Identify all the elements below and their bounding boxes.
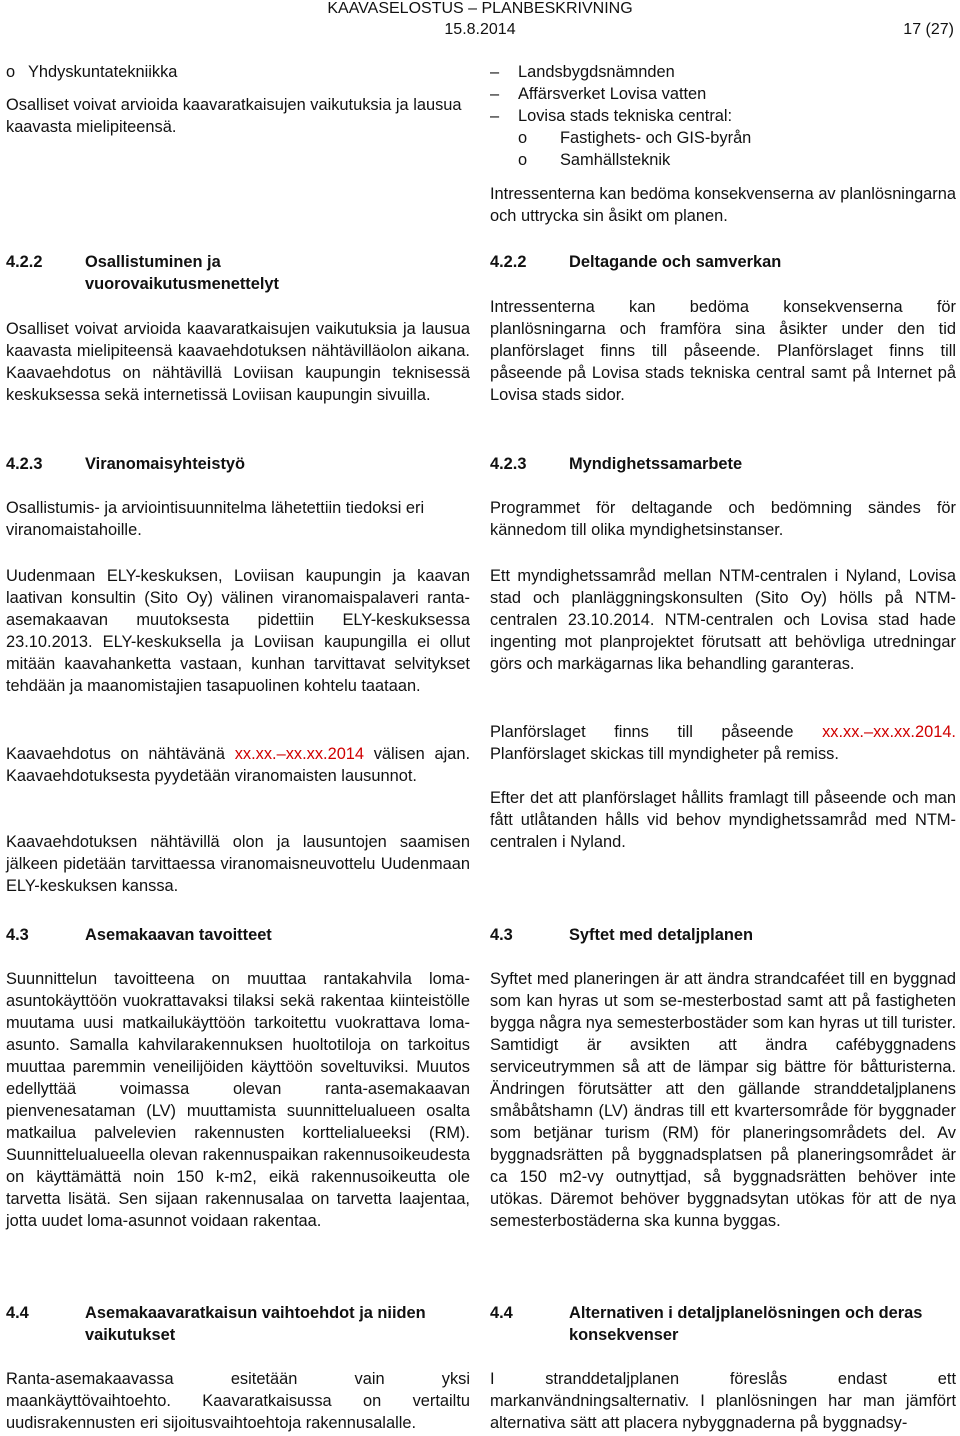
sub-list-item: [490, 127, 956, 149]
paragraph: Osallistumis- ja arviointisuunnitelma lähetettiin tiedoksi eri viranomaistahoille.: [6, 499, 425, 539]
document-date: 15.8.2014: [444, 21, 516, 38]
section-title: Deltagande och samverkan: [569, 253, 782, 271]
placeholder-dates: xx.xx.–xx.xx.2014: [234, 745, 365, 763]
section-title: Myndighetssamarbete: [569, 455, 743, 473]
section-number: 4.4: [6, 1304, 29, 1322]
list-item-text: Landsbygdsnämnden: [518, 63, 675, 81]
paragraph: Osalliset voivat arvioida kaavaratkaisujen vaikutuksia ja lausua kaavasta mielipiteensä.: [6, 96, 462, 136]
sv-section-4-2-2-heading: [490, 251, 956, 273]
paragraph: Programmet för deltagande och bedömning sändes för kännedom till olika myndighetsinstanser.: [490, 499, 956, 539]
text-run: Planförslaget finns till påseende: [490, 723, 823, 741]
bullet-marker: o: [6, 63, 16, 81]
sv-section-4-4-body: [490, 1368, 956, 1434]
section-number: 4.2.2: [490, 253, 527, 271]
paragraph: Kaavaehdotuksen nähtävillä olon ja lausuntojen saamisen jälkeen pidetään tarvittaessa viranomaisneuvottelu Uudenmaan ELY-keskuksen kanssa.: [6, 833, 470, 895]
list-item-text: Lovisa stads tekniska central:: [518, 107, 733, 125]
sv-section-4-3-heading: [490, 924, 956, 946]
sub-list-item-text: Fastighets- och GIS-byrån: [560, 129, 752, 147]
section-number: 4.3: [490, 926, 513, 944]
fi-intro-paragraph: [6, 94, 470, 138]
sub-list-item: [490, 149, 956, 171]
fi-section-4-2-2-heading: [6, 251, 470, 295]
fi-section-4-3-heading: [6, 924, 470, 946]
sv-section-4-2-3-p4: [490, 787, 956, 853]
sv-intro-paragraph: [490, 183, 956, 227]
paragraph: [490, 721, 956, 765]
section-number: 4.2.3: [6, 455, 43, 473]
dash-marker: –: [490, 107, 500, 125]
paragraph: Intressenterna kan bedöma konsekvenserna av planlösningarna och uttrycka sin åsikt om planen.: [490, 185, 956, 225]
section-title: Syftet med detaljplanen: [569, 926, 753, 944]
section-title: Osallistuminen ja vuorovaikutusmenettelyt: [85, 253, 280, 293]
paragraph: Syftet med planeringen är att ändra strandcaféet till en byggnad som kan hyras ut som se-mesterbostad samt att på fastigheten bygga några nya semesterbostäder som kan hyras ut till turister. Samtidigt är avsikten att ändra cafébyggnadens serviceutrymmen så att de lämpar sig bättre för båtturisterna. Ändringen förutsätter att den gällande stranddetaljplanens småbåtshamn (LV) ändras till ett kvartersområde för byggnader som betjänar turism (RM) för planeringsområdets del. Av byggnadsrätten på byggnadsplatsen på planeringsområdet är ca 150 m2-vy outnyttjad, så byggnadsrätten behöver inte utökas. Däremot behöver byggnadsytan utökas för att de nya semesterbostäderna ska kunna byggas.: [490, 970, 956, 1230]
sv-section-4-2-3-p2: [490, 565, 956, 675]
paragraph: [6, 743, 470, 787]
sv-section-4-4-heading: [490, 1302, 956, 1346]
dash-marker: –: [490, 85, 500, 103]
list-item: [490, 83, 956, 105]
text-run: Kaavaehdotus on nähtävänä: [6, 745, 235, 763]
document-header-title: KAAVASELOSTUS – PLANBESKRIVNING: [327, 0, 633, 17]
section-title: Alternativen i detaljplanelösningen och deras konsekvenser: [569, 1304, 923, 1344]
sv-section-4-2-2-body: [490, 296, 956, 406]
section-number: 4.4: [490, 1304, 513, 1322]
fi-section-4-2-2-body: [6, 318, 470, 406]
sv-section-4-2-3-p1: [490, 497, 956, 541]
section-title: Asemakaavaratkaisun vaihtoehdot ja niiden vaikutukset: [85, 1304, 426, 1344]
section-number: 4.3: [6, 926, 29, 944]
sv-section-4-2-3-p3: [490, 721, 956, 765]
fi-section-4-2-3-p3: [6, 743, 470, 787]
placeholder-dates: xx.xx.–xx.xx.2014.: [822, 723, 956, 741]
fi-section-4-2-3-p2: [6, 565, 470, 697]
fi-section-4-4-heading: [6, 1302, 470, 1346]
fi-section-4-4-body: [6, 1368, 470, 1434]
sv-stakeholder-list: [490, 61, 956, 171]
bullet-marker: o: [518, 151, 528, 169]
list-item: [490, 105, 956, 127]
paragraph: Suunnittelun tavoitteena on muuttaa rantakahvila loma-asuntokäyttöön vuokrattavaksi tilaksi sekä rakentaa kiinteistölle muutama uusi matkailukäyttöön tarkoitettu vuokrattava loma-asunto. Samalla kahvilarakennuksen huoltotiloja on tarkoitus muuttaa paremmin veneilijöiden käyttöön soveltuviksi. Muutos edellyttää voimassa olevan ranta-asemakaavan pienvenesataman (LV) muuttamista suunnittelualueen osalta matkailua palvelevien rakennusten korttelialueeksi (RM). Suunnittelualueella olevan rakennuspaikan rakennusoikeudesta on käyttämättä noin 150 k-m2, eikä rakennusoikeutta ole tarvetta lisätä. Sen sijaan rakennusalaa on tarvetta laajentaa, jotta uudet loma-asunnot voidaan rakentaa.: [6, 970, 470, 1230]
sv-section-4-3-body: [490, 968, 956, 1232]
list-item-text: Affärsverket Lovisa vatten: [518, 85, 707, 103]
page-number: 17 (27): [903, 21, 954, 38]
fi-bullet-item: [6, 61, 470, 83]
dash-marker: –: [490, 63, 500, 81]
paragraph: Intressenterna kan bedöma konsekvenserna för planlösningarna och framföra sina åsikter under den tid planförslaget finns till påseende. Planförslaget finns till påseende på Lovisa stads tekniska central samt på Internet på Lovisa stads sidor.: [490, 298, 956, 404]
fi-section-4-3-body: [6, 968, 470, 1232]
section-number: 4.2.3: [490, 455, 527, 473]
section-number: 4.2.2: [6, 253, 43, 271]
paragraph: Osalliset voivat arvioida kaavaratkaisujen vaikutuksia ja lausua kaavasta mielipiteensä kaavaehdotuksen nähtävilläolon aikana. Kaavaehdotus on nähtävillä Loviisan kaupungin teknisessä keskuksessa sekä internetissä Loviisan kaupungin sivuilla.: [6, 320, 470, 404]
paragraph: Ranta-asemakaavassa esitetään vain yksi maankäyttövaihtoehto. Kaavaratkaisussa on vertailtu uudisrakennusten eri sijoitusvaihtoehtoja rakennusalalle.: [6, 1370, 470, 1432]
list-item: [490, 61, 956, 83]
section-title: Viranomaisyhteistyö: [85, 455, 246, 473]
text-run: välisen ajan. Kaavaehdotuksesta pyydetään viranomaisten lausunnot.: [6, 745, 470, 785]
fi-section-4-2-3-p1: [6, 497, 470, 541]
paragraph: Ett myndighetssamråd mellan NTM-centralen i Nyland, Lovisa stad och planläggningskonsulten (Sito Oy) hölls på NTM-centralen 23.10.2014. NTM-centralen och Lovisa stad hade ingenting mot planprojektet förutsatt att behövliga utredningar görs och markägarnas lika behandling garanteras.: [490, 567, 956, 673]
fi-section-4-2-3-heading: [6, 453, 470, 475]
sv-section-4-2-3-heading: [490, 453, 956, 475]
paragraph: Uudenmaan ELY-keskuksen, Loviisan kaupungin ja kaavan laativan konsultin (Sito Oy) välinen viranomaispalaveri ranta-asemakaavan muutoksesta pidettiin ELY-keskuksessa 23.10.2013. ELY-keskuksella ja Loviisan kaupungilla ei ollut mitään kaavahanketta vastaan, kunhan tarvittavat selvitykset tehdään ja maanomistajien tasapuolinen kohtelu taataan.: [6, 567, 470, 695]
fi-bullet-text: Yhdyskuntatekniikka: [28, 63, 178, 81]
bullet-marker: o: [518, 129, 528, 147]
section-title: Asemakaavan tavoitteet: [85, 926, 272, 944]
text-run: Planförslaget skickas till myndigheter på remiss.: [490, 745, 839, 763]
paragraph: Efter det att planförslaget hållits framlagt till påseende och man fått utlåtanden hålls vid behov myndighetssamråd med NTM-centralen i Nyland.: [490, 789, 956, 851]
paragraph: I stranddetaljplanen föreslås endast ett markanvändningsalternativ. I planlösningen har man jämfört alternativa sätt att placera nybyggnaderna på byggnadsy-: [490, 1370, 956, 1432]
sub-list-item-text: Samhällsteknik: [560, 151, 671, 169]
fi-section-4-2-3-p4: [6, 831, 470, 897]
